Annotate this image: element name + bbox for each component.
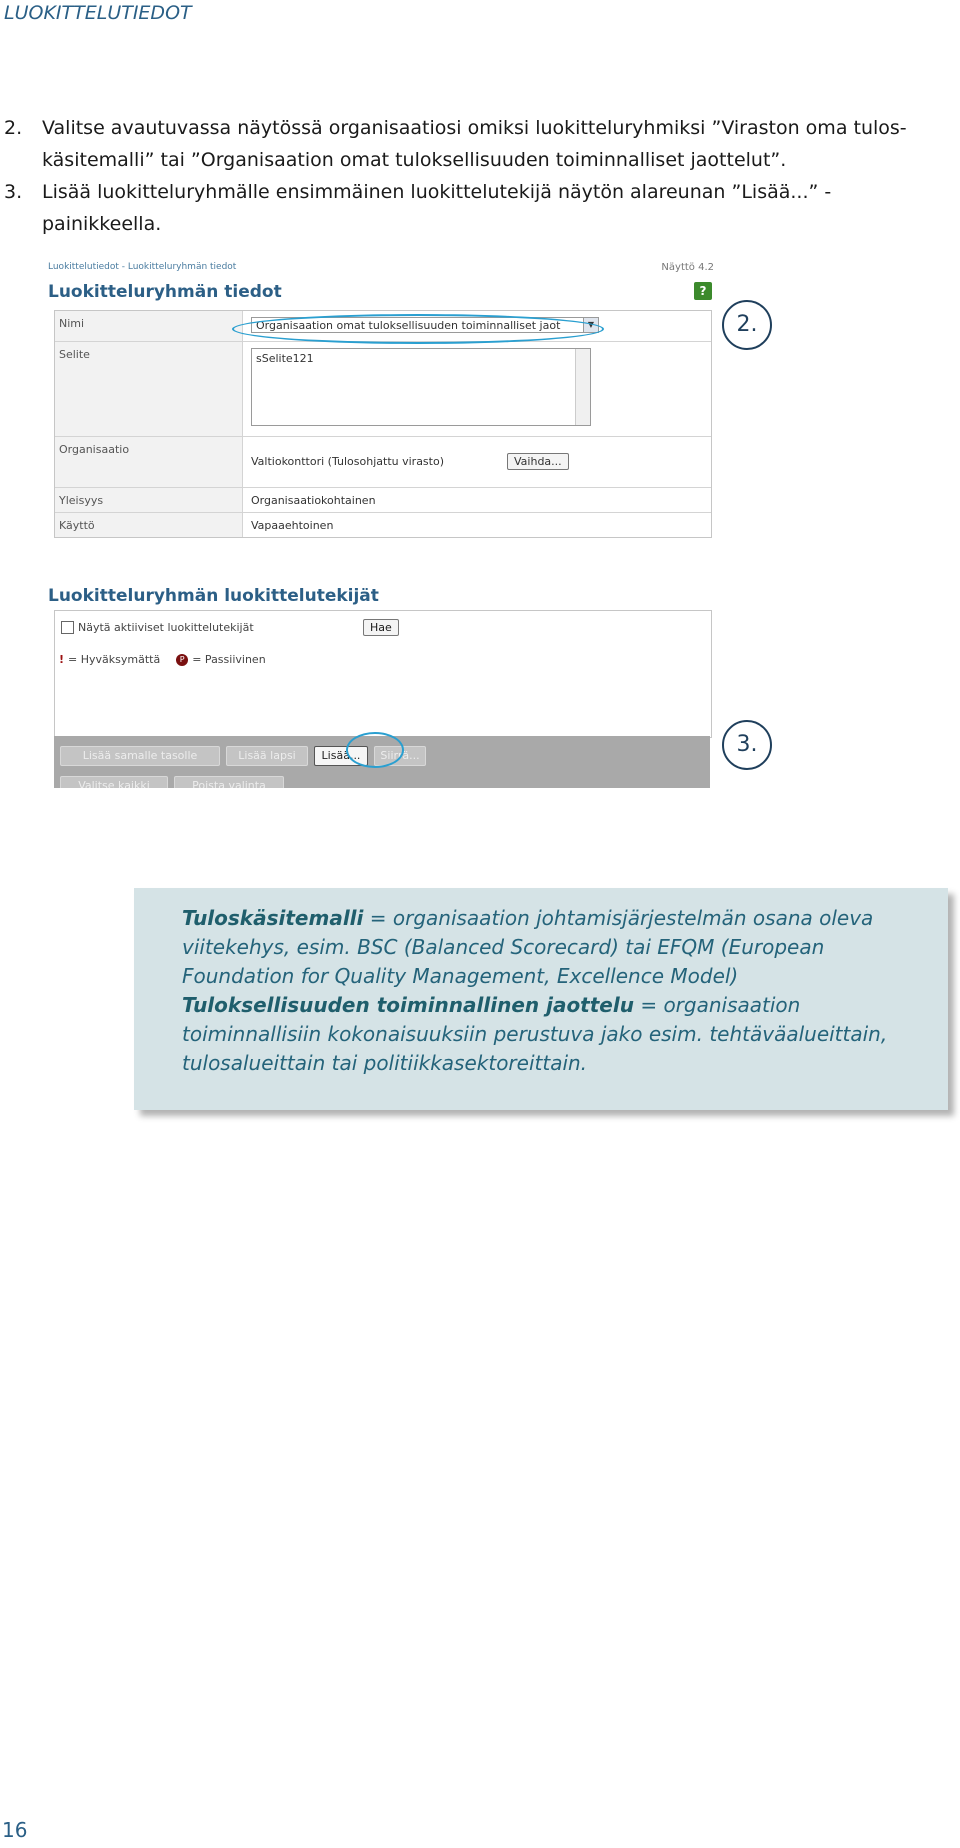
organisation-cell: [243, 437, 711, 487]
description-textarea[interactable]: [251, 348, 591, 426]
scope-label: Yleisyys: [55, 488, 243, 512]
view-label: Näyttö 4.2: [661, 262, 714, 273]
step-text: Lisää luokitteluryhmälle ensimmäinen luokittelutekijä näytön alareunan ”Lisää...” -painikkeella.: [42, 181, 832, 235]
definitions-box: [134, 888, 948, 1110]
definitions-text: [182, 904, 924, 1078]
organisation-row: [55, 437, 711, 488]
scope-row: [55, 488, 711, 513]
organisation-label: Organisaatio: [55, 437, 243, 487]
unapproved-icon: !: [59, 653, 65, 666]
instruction-list: [4, 112, 934, 240]
definition-term: Tuloksellisuuden toiminnallinen jaottelu: [182, 993, 634, 1017]
classifiers-list: [54, 610, 712, 738]
description-row: [55, 342, 711, 437]
highlight-ellipse-add: [346, 732, 404, 768]
textarea-scrollbar[interactable]: [575, 349, 590, 425]
definition-1: [182, 904, 924, 991]
definition-term: Tuloskäsitemalli: [182, 906, 364, 930]
status-legend: [59, 653, 266, 666]
add-child-button[interactable]: Lisää lapsi: [226, 746, 308, 766]
definition-text: = organisaation toiminnallisiin kokonaisuuksiin perustuva jako esim. tehtäväalueittain, tulosalueittain tai politiikkasektoreittain.: [182, 993, 888, 1075]
passive-icon: P: [176, 654, 188, 666]
embedded-app-screenshot: [48, 258, 758, 788]
step-number: 2.: [4, 117, 23, 139]
callout-step-2: 2.: [722, 300, 772, 350]
change-organisation-button[interactable]: Vaihda...: [507, 453, 569, 470]
search-button[interactable]: Hae: [363, 619, 399, 636]
definition-text: = organisaation johtamisjärjestelmän osana oleva viitekehys, esim. BSC (Balanced Scorecard) tai EFQM (European Foundation for Quality Management, Excellence Model): [182, 906, 874, 988]
classifiers-title: Luokitteluryhmän luokittelutekijät: [48, 586, 379, 606]
select-all-button[interactable]: Valitse kaikki: [60, 776, 168, 788]
page-number: 16: [2, 1818, 28, 1842]
step-text: Valitse avautuvassa näytössä organisaatiosi omiksi luokitteluryhmiksi ”Viraston oma tulos-käsitemalli” tai ”Organisaation omat tuloksellisuuden toiminnalliset jaottelut”.: [42, 117, 907, 171]
active-checkbox[interactable]: [61, 621, 74, 634]
passive-legend-label: = Passiivinen: [192, 653, 266, 666]
description-value: sSelite121: [256, 352, 314, 365]
active-filter[interactable]: [61, 621, 254, 634]
chevron-down-icon[interactable]: ▼: [583, 318, 598, 332]
usage-row: [55, 513, 711, 537]
instruction-step-2: [4, 112, 934, 176]
name-select-value: Organisaation omat tuloksellisuuden toiminnalliset jaot: [256, 319, 561, 332]
usage-label: Käyttö: [55, 513, 243, 537]
organisation-value: Valtiokonttori (Tulosohjattu virasto): [251, 455, 444, 468]
help-icon[interactable]: ?: [694, 282, 712, 300]
instruction-step-3: [4, 176, 934, 240]
group-details-form: [54, 310, 712, 538]
add-same-level-button[interactable]: Lisää samalle tasolle: [60, 746, 220, 766]
add-button[interactable]: Lisää...: [314, 746, 368, 766]
definition-2: [182, 991, 924, 1078]
active-checkbox-label: Näytä aktiiviset luokittelutekijät: [78, 621, 254, 634]
unapproved-legend-label: = Hyväksymättä: [68, 653, 161, 666]
highlight-ellipse-name: [232, 314, 604, 344]
name-label: Nimi: [55, 311, 243, 341]
callout-step-3: 3.: [722, 720, 772, 770]
description-label: Selite: [55, 342, 243, 436]
group-details-title: Luokitteluryhmän tiedot: [48, 282, 282, 302]
breadcrumb[interactable]: Luokittelutiedot - Luokitteluryhmän tiedot: [48, 262, 237, 272]
clear-selection-button[interactable]: Poista valinta: [174, 776, 284, 788]
move-button[interactable]: Siirrä...: [374, 746, 426, 766]
usage-value: Vapaaehtoinen: [251, 519, 334, 532]
description-cell: [243, 342, 711, 436]
step-number: 3.: [4, 181, 23, 203]
section-title: LUOKITTELUTIEDOT: [4, 2, 192, 24]
scope-value: Organisaatiokohtainen: [251, 494, 376, 507]
